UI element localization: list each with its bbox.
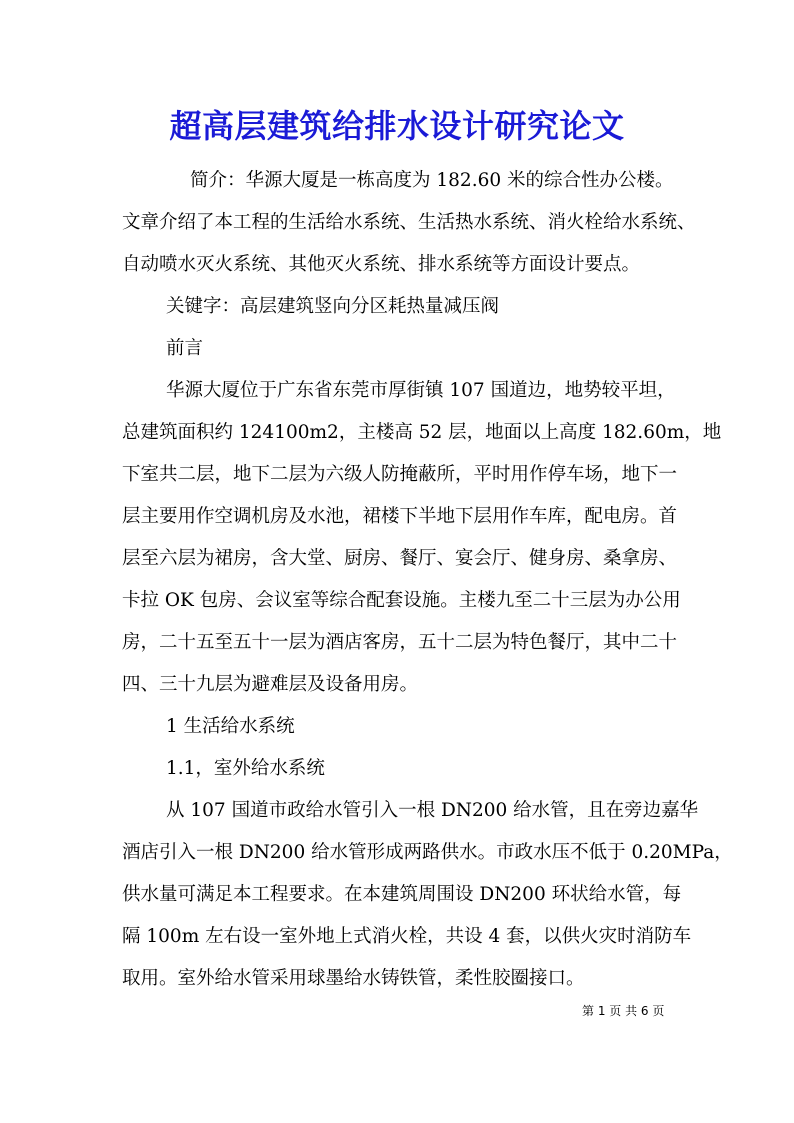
body-line: 前言	[166, 338, 204, 359]
body-line: 隔 100m 左右设一室外地上式消火栓，共设 4 套，以供火灾时消防车	[122, 926, 692, 947]
document-body	[122, 160, 733, 1000]
body-line: 自动喷水灭火系统、其他灭火系统、排水系统等方面设计要点。	[122, 254, 641, 275]
body-line: 卡拉 OK 包房、会议室等综合配套设施。主楼九至二十三层为办公用	[122, 590, 681, 611]
body-line: 四、三十九层为避难层及设备用房。	[122, 674, 419, 695]
body-line: 酒店引入一根 DN200 给水管形成两路供水。市政水压不低于 0.20MPa，	[122, 842, 733, 863]
body-line: 总建筑面积约 124100m2，主楼高 52 层，地面以上高度 182.60m，地	[122, 422, 722, 443]
body-line: 房，二十五至五十一层为酒店客房，五十二层为特色餐厅，其中二十	[122, 632, 678, 653]
body-line: 1 生活给水系统	[166, 716, 295, 737]
body-line: 华源大厦位于广东省东莞市厚街镇 107 国道边，地势较平坦，	[166, 380, 676, 401]
body-line: 简介：华源大厦是一栋高度为 182.60 米的综合性办公楼。	[190, 170, 674, 191]
page-footer: 第 1 页 共 6 页	[582, 1004, 665, 1018]
body-line: 供水量可满足本工程要求。在本建筑周围设 DN200 环状给水管，每	[122, 884, 682, 905]
body-line: 从 107 国道市政给水管引入一根 DN200 给水管，且在旁边嘉华	[166, 800, 699, 821]
document-title: 超高层建筑给排水设计研究论文	[169, 107, 625, 145]
body-line: 下室共二层，地下二层为六级人防掩蔽所，平时用作停车场，地下一	[122, 464, 678, 485]
body-line: 取用。室外给水管采用球墨给水铸铁管，柔性胶圈接口。	[122, 968, 585, 989]
body-line: 文章介绍了本工程的生活给水系统、生活热水系统、消火栓给水系统、	[122, 212, 696, 233]
body-line: 层主要用作空调机房及水池，裙楼下半地下层用作车库，配电房。首	[122, 506, 678, 527]
body-line: 关键字：高层建筑竖向分区耗热量减压阀	[166, 296, 500, 317]
body-line: 层至六层为裙房，含大堂、厨房、餐厅、宴会厅、健身房、桑拿房、	[122, 548, 678, 569]
body-line: 1.1，室外给水系统	[166, 758, 325, 779]
